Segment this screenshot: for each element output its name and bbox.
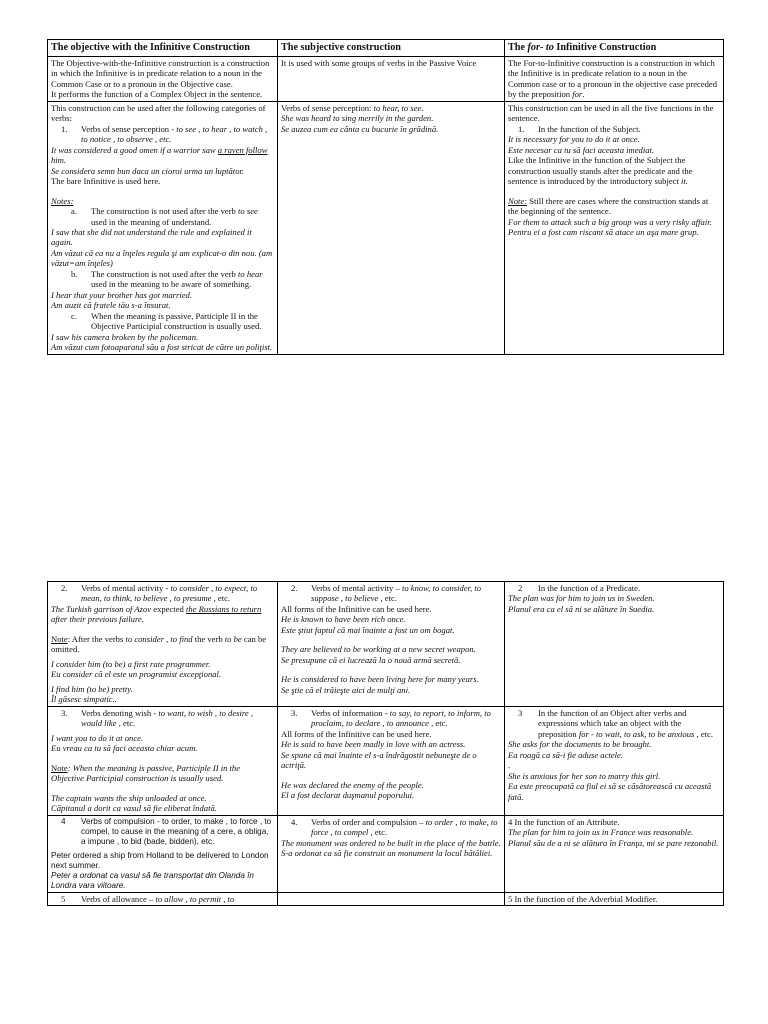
usage-intro: This construction can be used in all the five functions in the sentence. [508,102,714,124]
example-translation: Planul era ca el să ni se alăture în Suedia. [508,603,655,614]
list-item: 5 Verbs of allowance – to allow , to permit , to [61,893,235,904]
separator-dot: . [508,760,511,771]
table-row-mental-activity [48,582,724,707]
example-sentence: I saw that she did not understand the rule and explained it again. [51,226,252,248]
example-translation: Eu consider că el este un programist excepţional. [51,669,222,680]
example-translation: Îl găsesc simpatic.. [51,694,117,705]
list-item: 3. Verbs denoting wish - to want, to wish , to desire , would like , etc. [61,707,254,729]
notes-heading: Notes: [51,195,74,206]
example-translation: Se ştie că el trăieşte aici de mulţi ani. [281,684,411,695]
example-sentence: The plan was for him to join us in Sweden. [508,593,655,604]
cell-objective-mental [48,582,278,707]
example-sentence: I saw his camera broken by the policeman. [51,331,199,342]
cell-for-to-definition [505,56,724,101]
usage-intro: Verbs of sense perception: to hear, to see. [281,102,424,113]
note-text: Note: After the verbs to consider , to find the verb to be can be omitted. [51,633,267,655]
function-heading: 5 In the function of the Adverbial Modifier. [508,893,658,904]
list-item: c. When the meaning is passive, Participle II in the Objective Participial construction is usually used. [71,310,262,332]
list-item: b. The construction is not used after the verb to hear used in the meaning to be aware of something. [71,268,263,290]
comparison-table-bottom [47,581,724,906]
list-item: 1. In the function of the Subject. [518,123,641,134]
example-translation: Căpitanul a dorit ca vasul să fie eliberat îndată. [51,803,217,814]
comparison-table-top [47,39,724,355]
example-sentence: She asks for the documents to be brought. [508,739,652,750]
example-translation: Se spune că mai înainte el s-a îndrăgostit nebuneşte de o actriţă. [281,749,477,771]
usage-intro: This construction can be used after the following categories of verbs: [51,102,266,124]
example-translation: Eu vreau ca tu să faci aceasta chiar acum. [51,743,198,754]
example-sentence: The captain wants the ship unloaded at once. [51,792,207,803]
example-translation: Se considera semn bun daca un cioroi urma un luptător. [51,165,245,176]
list-item: 2 In the function of a Predicate. [518,583,641,593]
example-translation: Se auzea cum ea cânta cu bucurie în grădină. [281,123,439,134]
example-sentence: The Turkish garrison of Azov expected the Russians to return after their previous failure. [51,603,262,625]
example-sentence: It was considered a good omen if a warrior saw a raven follow him. [51,144,268,166]
list-item: 3 In the function of an Object after verbs and expressions which take an object with the preposition for - to wait, to ask, to be anxious , etc. [518,707,713,739]
bare-infinitive-note: The bare Infinitive is used here. [51,176,161,187]
cell-subjective-empty [278,892,505,905]
example-sentence: He is said to have been madly in love with an actress. [281,739,466,750]
cell-objective-definition [48,56,278,101]
note-text: Note: When the meaning is passive, Participle II in the Objective Participial construction is usually used. [51,762,241,784]
header-subjective-construction: The subjective construction [278,40,505,57]
example-sentence: It is necessary for you to do it at once. [508,134,640,145]
cell-subjective-definition [278,56,505,101]
table-row-compulsion [48,815,724,892]
table-header-row [48,40,724,57]
example-sentence: I find him (to be) pretty. [51,683,133,694]
example-sentence: I want you to do it at once. [51,732,144,743]
cell-for-to-predicate [505,582,724,707]
example-sentence: He is known to have been rich once. [281,614,406,625]
cell-for-to-adverbial [505,892,724,905]
cell-subjective-usage [278,101,505,354]
definition-text: It is used with some groups of verbs in the Passive Voice [281,57,477,68]
example-translation: Ea este preocupată ca fiul ei să se căsătorească cu această fată. [508,781,712,802]
example-translation: Se presupune că ei lucrează la o nouă armă secretă. [281,654,461,665]
table-row-allowance [48,892,724,905]
header-objective-infinitive: The objective with the Infinitive Construction [48,40,278,57]
example-sentence: He is considered to have been living here for many years. [281,674,479,685]
example-sentence: She was heard to sing merrily in the garden. [281,113,434,124]
cell-objective-wish [48,706,278,815]
example-translation: Este ştiut faptul că mai înainte a fost un om bogat. [281,624,455,635]
example-sentence: The monument was ordered to be built in the place of the battle. [281,837,501,848]
example-sentence: She is anxious for her son to marry this girl. [508,770,661,781]
cell-for-to-object [505,706,724,815]
cell-subjective-information [278,706,505,815]
list-item: 2. Verbs of mental activity – to know, to consider, to suppose , to believe , etc. [291,583,482,604]
cell-for-to-attribute [505,815,724,892]
function-heading: 4 In the function of an Attribute. [508,816,620,827]
forms-note: All forms of the Infinitive can be used here. [281,603,432,614]
cell-for-to-usage [505,101,724,354]
example-translation: Planul său de a ni se alătura în Franţa, mi se pare rezonabil. [508,837,719,848]
list-item: 3. Verbs of information - to say, to report, to inform, to proclaim, to declare , to announce , etc. [291,707,491,729]
example-sentence: He was declared the enemy of the people. [281,779,424,790]
forms-note: All forms of the Infinitive can be used here. [281,728,432,739]
example-translation: El a fost declarat duşmanul poporului. [281,790,415,801]
list-item: 4 Verbs of compulsion - to order, to make , to force , to compel, to cause in the meaning of a cere, a obliga, a impune , to bid (bade, bidden), etc. [61,816,272,846]
example-translation: Am văzut cum fotoaparatul său a fost stricat de către un poliţist. [51,342,273,353]
cell-subjective-compulsion [278,815,505,892]
definition-text: The Objective-with-the-Infinitive construction is a construction in which the Infinitive is in predicate relation to a noun in the Common Case or to a pronoun in the Objective case. [51,57,270,89]
table-row-wish-information [48,706,724,815]
example-sentence: I consider him (to be) a first rate programmer. [51,658,211,669]
cell-objective-compulsion [48,815,278,892]
example-sentence: The plan for him to join us in France was reasonable. [508,827,694,838]
list-item: 4. Verbs of order and compulsion – to order , to make, to force , to compel , etc. [291,816,498,838]
table-row-usage [48,101,724,354]
example-translation: Pentru ei a fost cam riscant să atace un aşa mare grup. [508,226,699,237]
example-translation: Am văzut că ea nu a înţeles regula şi am explicat-o din nou. (am văzut=am înţeles) [51,247,273,269]
example-sentence: They are believed to be working at a new secret weapon. [281,644,476,655]
example-translation: Este necesar ca tu să faci aceasta imediat. [508,144,655,155]
cell-objective-allowance [48,892,278,905]
example-sentence: Peter ordered a ship from Holland to be delivered to London next summer. [51,850,269,870]
list-item: 2. Verbs of mental activity - to consider , to expect, to mean, to think, to believe , to presume , etc. [61,583,258,604]
cell-objective-usage [48,101,278,354]
example-translation: Ea roagă ca să-i fie aduse actele. [508,749,623,760]
example-sentence: For them to attack such a big group was a very risky affair. [508,216,712,227]
list-item: a. The construction is not used after the verb to see used in the meaning of understand. [71,206,258,227]
definition-text: The For-to-Infinitive construction is a construction in which the Infinitive is in predicate relation to a noun in the Common case or to a pronoun in the objective case preceded by the preposition for. [508,57,718,100]
note-text: Note: Still there are cases where the construction stands at the beginning of the sentence. [508,195,709,217]
example-translation: Peter a ordonat ca vasul să fie transportat din Olanda în Londra vara viitoare. [51,870,254,890]
example-translation: Am auzit că fratele tău s-a însurat. [51,300,171,311]
function-text: It performs the function of a Complex Object in the sentence. [51,89,263,100]
list-item: 1. Verbs of sense perception - to see , to hear , to watch , to notice , to observe , etc. [61,123,268,145]
example-translation: S-a ordonat ca să fie construit un monument la locul bătăliei. [281,848,493,859]
explanation-text: Like the Infinitive in the function of the Subject the construction usually stands after the predicate and the sentence is introduced by the introductory subject it. [508,155,693,187]
header-for-to-infinitive: The for- to Infinitive Construction [505,40,724,57]
cell-subjective-mental [278,582,505,707]
table-row-definitions [48,56,724,101]
example-sentence: I hear that your brother has got married. [51,289,192,300]
